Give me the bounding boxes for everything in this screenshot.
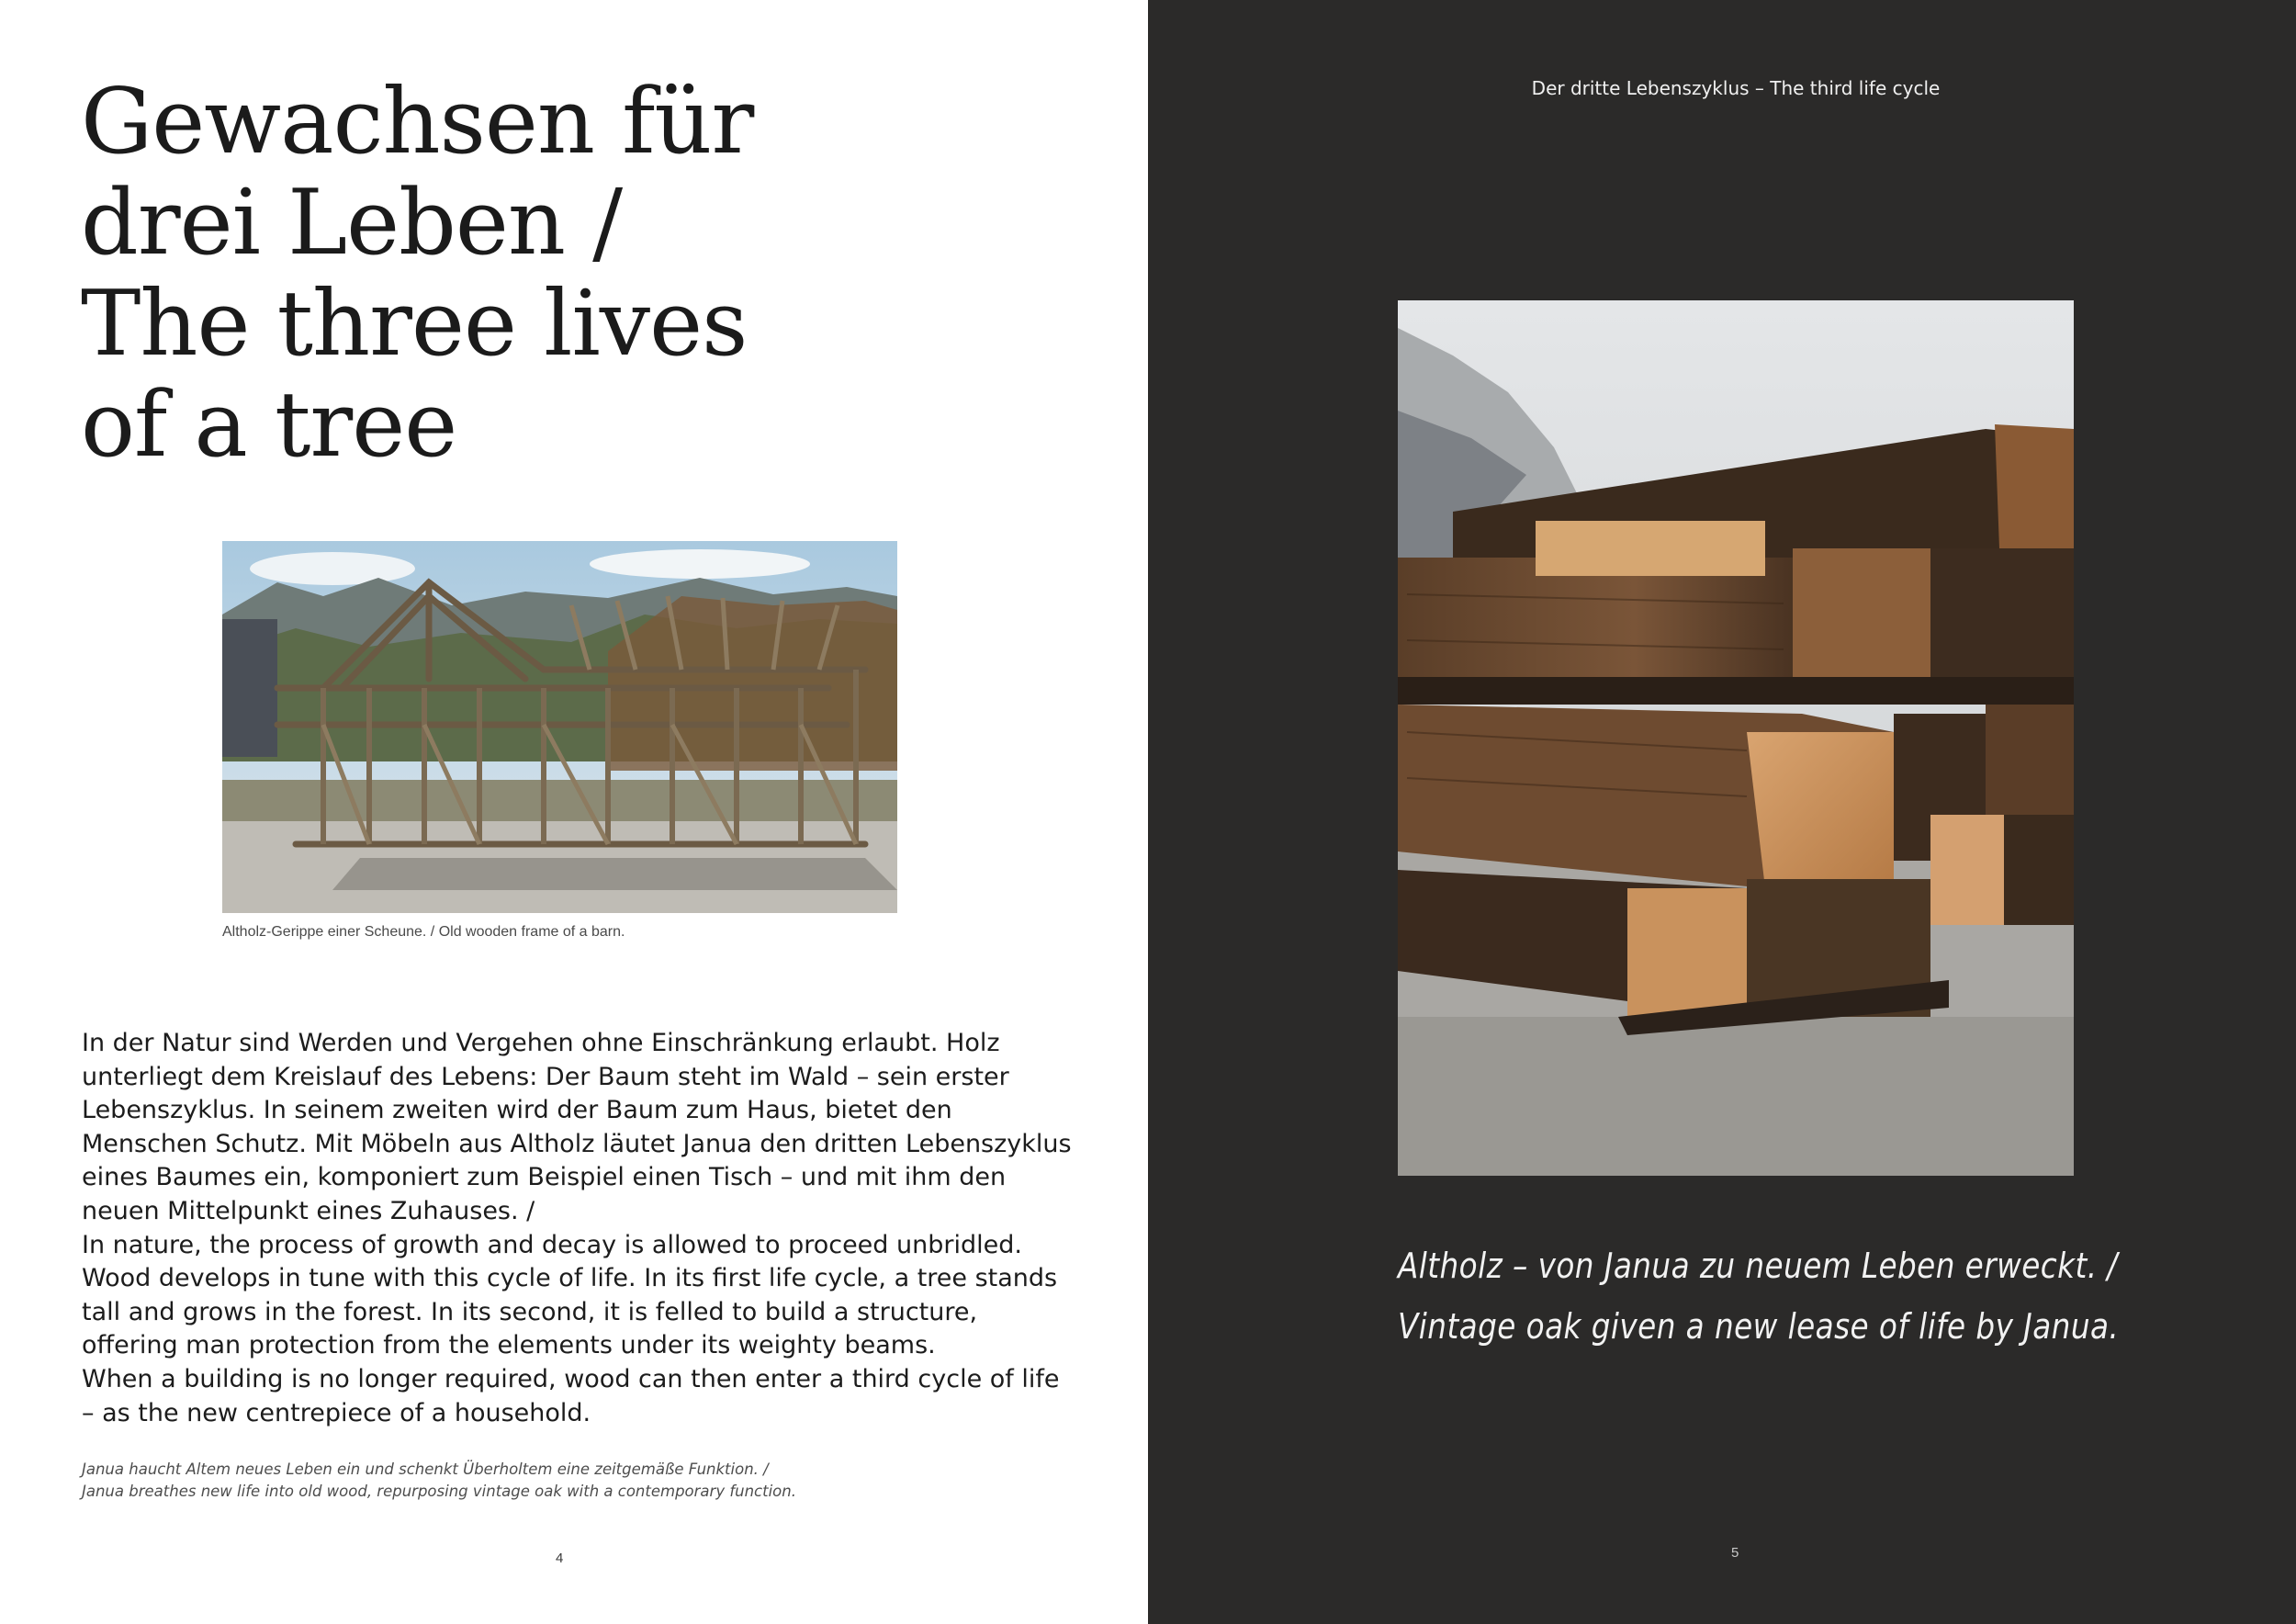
title-line: The three lives [81, 272, 748, 377]
page-title [81, 72, 907, 476]
caption-line: Vintage oak given a new lease of life by Janua. [1398, 1306, 2120, 1347]
photo-caption: Altholz-Gerippe einer Scheune. / Old wooden frame of a barn. [222, 924, 625, 940]
barn-frame-photo [222, 541, 897, 913]
body-paragraph-english: When a building is no longer required, wood can then enter a third cycle of life – as the new centrepiece of a household. [82, 1364, 1060, 1427]
running-head: Der dritte Lebenszyklus – The third life cycle [1531, 77, 1941, 99]
title-line: Gewachsen für [81, 70, 754, 175]
timber-beams-photo [1398, 300, 2074, 1176]
note-line: Janua breathes new life into old wood, repurposing vintage oak with a contemporary function. [82, 1483, 796, 1500]
body-paragraph-english: In nature, the process of growth and decay is allowed to proceed unbridled. Wood develops in tune with this cycle of life. In its first life cycle, a tree stands tall and grows in the forest. In its second, it is felled to build a structure, offering man protection from the elements under its weighty beams. [82, 1230, 1058, 1360]
title-line: of a tree [81, 373, 457, 478]
caption-line: Altholz – von Janua zu neuem Leben erweckt. / [1398, 1246, 2118, 1286]
note-line: Janua haucht Altem neues Leben ein und schenkt Überholtem eine zeitgemäße Funktion. / [82, 1460, 769, 1478]
body-text [82, 1027, 1074, 1430]
title-line: drei Leben / [81, 171, 623, 276]
body-paragraph-german: In der Natur sind Werden und Vergehen ohne Einschränkung erlaubt. Holz unterliegt dem Kreislauf des Lebens: Der Baum steht im Wald – sein erster Lebenszyklus. In seinem zweiten wird der Baum zum Haus, bietet den Menschen Schutz. Mit Möbeln aus Altholz läutet Janua den dritten Lebenszyklus eines Baumes ein, komponiert zum Beispiel einen Tisch – und mit ihm den neuen Mittelpunkt eines Zuhauses. / [82, 1029, 1072, 1225]
handwritten-caption [1398, 1235, 2120, 1357]
page-number: 4 [556, 1551, 564, 1566]
italic-note [82, 1459, 1000, 1503]
page-number: 5 [1731, 1545, 1739, 1561]
